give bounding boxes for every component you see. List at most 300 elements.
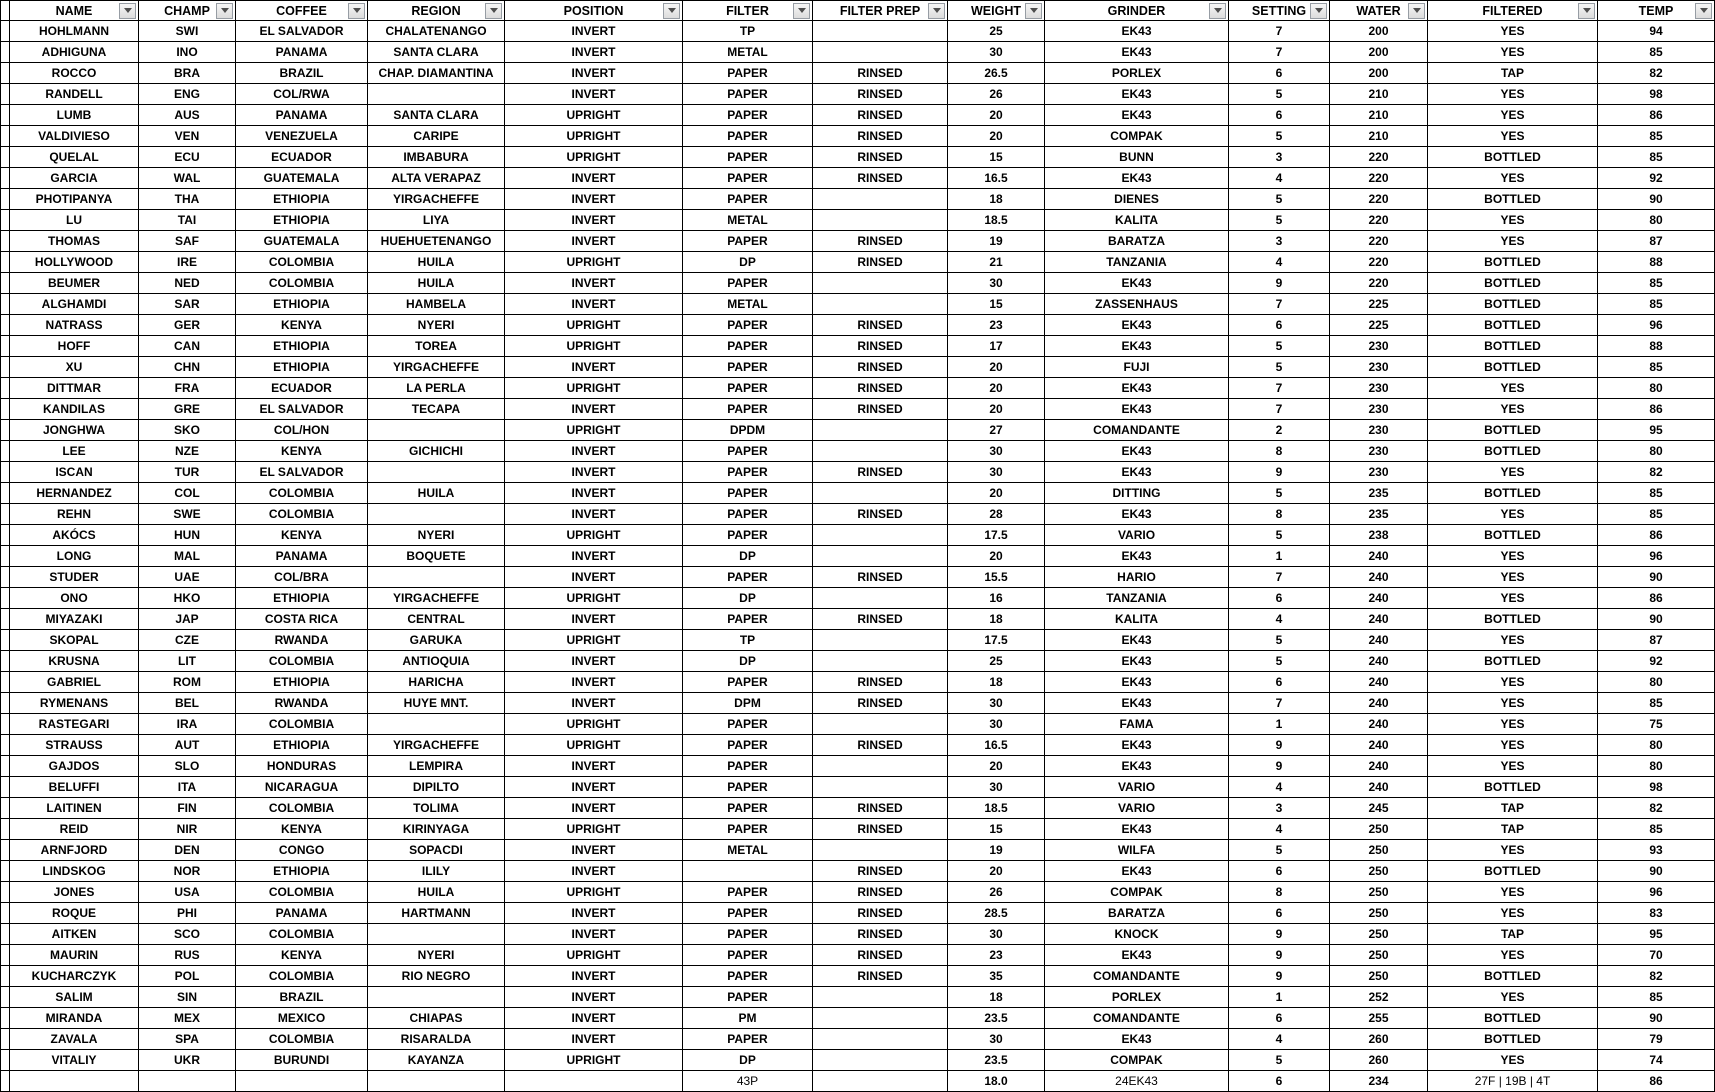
cell-region[interactable]: HUILA bbox=[368, 483, 505, 504]
cell-filter_prep[interactable]: RINSED bbox=[813, 882, 948, 903]
cell-position[interactable]: INVERT bbox=[505, 798, 683, 819]
cell-temp[interactable]: 86 bbox=[1598, 399, 1715, 420]
cell-temp[interactable]: 82 bbox=[1598, 462, 1715, 483]
cell-grinder[interactable]: KALITA bbox=[1045, 609, 1229, 630]
cell-filter[interactable]: PAPER bbox=[683, 945, 813, 966]
cell-weight[interactable]: 20 bbox=[948, 126, 1045, 147]
cell-coffee[interactable]: ETHIOPIA bbox=[236, 357, 368, 378]
filter-button-position[interactable] bbox=[663, 3, 680, 19]
cell-temp[interactable]: 93 bbox=[1598, 840, 1715, 861]
cell-name[interactable]: STUDER bbox=[10, 567, 139, 588]
cell-position[interactable]: INVERT bbox=[505, 399, 683, 420]
cell-champ[interactable]: VEN bbox=[139, 126, 236, 147]
cell-filter_prep[interactable]: RINSED bbox=[813, 861, 948, 882]
cell-champ[interactable]: CZE bbox=[139, 630, 236, 651]
cell-coffee[interactable]: GUATEMALA bbox=[236, 231, 368, 252]
cell-water[interactable]: 210 bbox=[1330, 105, 1428, 126]
cell-name[interactable]: BEUMER bbox=[10, 273, 139, 294]
cell-filter_prep[interactable]: RINSED bbox=[813, 966, 948, 987]
cell-filtered[interactable]: BOTTLED bbox=[1428, 483, 1598, 504]
cell-temp[interactable]: 87 bbox=[1598, 231, 1715, 252]
filter-button-water[interactable] bbox=[1408, 3, 1425, 19]
cell-water[interactable]: 250 bbox=[1330, 924, 1428, 945]
cell-temp[interactable]: 87 bbox=[1598, 630, 1715, 651]
cell-temp[interactable]: 85 bbox=[1598, 294, 1715, 315]
cell-name[interactable]: DITTMAR bbox=[10, 378, 139, 399]
cell-weight[interactable]: 23 bbox=[948, 945, 1045, 966]
cell-filter_prep[interactable] bbox=[813, 483, 948, 504]
cell-setting[interactable]: 8 bbox=[1229, 441, 1330, 462]
cell-filter[interactable]: PAPER bbox=[683, 147, 813, 168]
cell-water[interactable]: 210 bbox=[1330, 84, 1428, 105]
cell-temp[interactable]: 88 bbox=[1598, 252, 1715, 273]
cell-grinder[interactable]: EK43 bbox=[1045, 1029, 1229, 1050]
cell-coffee[interactable]: COL/HON bbox=[236, 420, 368, 441]
cell-name[interactable]: ADHIGUNA bbox=[10, 42, 139, 63]
cell-region[interactable]: DIPILTO bbox=[368, 777, 505, 798]
cell-coffee[interactable]: COLOMBIA bbox=[236, 252, 368, 273]
cell-champ[interactable]: AUT bbox=[139, 735, 236, 756]
cell-coffee[interactable]: COLOMBIA bbox=[236, 798, 368, 819]
cell-region[interactable]: HAMBELA bbox=[368, 294, 505, 315]
cell-temp[interactable]: 90 bbox=[1598, 1008, 1715, 1029]
cell-temp[interactable]: 85 bbox=[1598, 147, 1715, 168]
cell-position[interactable]: UPRIGHT bbox=[505, 378, 683, 399]
cell-setting[interactable]: 3 bbox=[1229, 147, 1330, 168]
cell-name[interactable]: LAITINEN bbox=[10, 798, 139, 819]
cell-weight[interactable]: 30 bbox=[948, 273, 1045, 294]
cell-weight[interactable]: 27 bbox=[948, 420, 1045, 441]
cell-filter[interactable]: PAPER bbox=[683, 105, 813, 126]
cell-temp[interactable]: 96 bbox=[1598, 315, 1715, 336]
cell-setting[interactable]: 1 bbox=[1229, 546, 1330, 567]
cell-weight[interactable]: 17 bbox=[948, 336, 1045, 357]
cell-coffee[interactable]: RWANDA bbox=[236, 630, 368, 651]
cell-region[interactable]: TOLIMA bbox=[368, 798, 505, 819]
cell-region[interactable] bbox=[368, 987, 505, 1008]
cell-coffee[interactable]: ETHIOPIA bbox=[236, 210, 368, 231]
cell-setting[interactable]: 5 bbox=[1229, 357, 1330, 378]
cell-filter_prep[interactable] bbox=[813, 1050, 948, 1071]
cell-champ[interactable]: NOR bbox=[139, 861, 236, 882]
cell-position[interactable]: INVERT bbox=[505, 483, 683, 504]
cell-temp[interactable]: 90 bbox=[1598, 189, 1715, 210]
cell-grinder[interactable]: ZASSENHAUS bbox=[1045, 294, 1229, 315]
cell-coffee[interactable]: COLOMBIA bbox=[236, 483, 368, 504]
cell-temp[interactable]: 85 bbox=[1598, 819, 1715, 840]
cell-filter[interactable]: TP bbox=[683, 630, 813, 651]
cell-setting[interactable]: 5 bbox=[1229, 483, 1330, 504]
cell-weight[interactable]: 25 bbox=[948, 651, 1045, 672]
cell-weight[interactable]: 28.5 bbox=[948, 903, 1045, 924]
cell-filter_prep[interactable] bbox=[813, 777, 948, 798]
cell-filter_prep[interactable] bbox=[813, 714, 948, 735]
cell-filter[interactable]: METAL bbox=[683, 840, 813, 861]
cell-champ[interactable]: FIN bbox=[139, 798, 236, 819]
cell-grinder[interactable]: PORLEX bbox=[1045, 63, 1229, 84]
cell-filter[interactable]: PAPER bbox=[683, 441, 813, 462]
cell-region[interactable]: TOREA bbox=[368, 336, 505, 357]
cell-filtered[interactable]: YES bbox=[1428, 462, 1598, 483]
cell-grinder[interactable]: TANZANIA bbox=[1045, 252, 1229, 273]
cell-water[interactable]: 225 bbox=[1330, 294, 1428, 315]
cell-champ[interactable]: ECU bbox=[139, 147, 236, 168]
cell-position[interactable]: INVERT bbox=[505, 504, 683, 525]
cell-position[interactable]: INVERT bbox=[505, 84, 683, 105]
cell-filter[interactable]: PAPER bbox=[683, 1029, 813, 1050]
cell-champ[interactable]: DEN bbox=[139, 840, 236, 861]
cell-weight[interactable]: 16.5 bbox=[948, 168, 1045, 189]
cell-temp[interactable]: 80 bbox=[1598, 378, 1715, 399]
cell-grinder[interactable]: EK43 bbox=[1045, 945, 1229, 966]
cell-region[interactable]: CHALATENANGO bbox=[368, 21, 505, 42]
cell-temp[interactable]: 92 bbox=[1598, 651, 1715, 672]
cell-grinder[interactable]: COMANDANTE bbox=[1045, 1008, 1229, 1029]
cell-water[interactable]: 240 bbox=[1330, 651, 1428, 672]
cell-water[interactable]: 220 bbox=[1330, 189, 1428, 210]
cell-filter_prep[interactable] bbox=[813, 420, 948, 441]
cell-filter_prep[interactable]: RINSED bbox=[813, 84, 948, 105]
cell-water[interactable]: 240 bbox=[1330, 588, 1428, 609]
cell-name[interactable]: NATRASS bbox=[10, 315, 139, 336]
cell-grinder[interactable]: EK43 bbox=[1045, 462, 1229, 483]
cell-region[interactable]: NYERI bbox=[368, 525, 505, 546]
cell-filtered[interactable]: YES bbox=[1428, 504, 1598, 525]
cell-water[interactable]: 250 bbox=[1330, 945, 1428, 966]
cell-filtered[interactable]: YES bbox=[1428, 231, 1598, 252]
cell-temp[interactable]: 86 bbox=[1598, 588, 1715, 609]
cell-filter[interactable]: PAPER bbox=[683, 924, 813, 945]
cell-position[interactable]: INVERT bbox=[505, 273, 683, 294]
cell-filtered[interactable]: YES bbox=[1428, 399, 1598, 420]
cell-grinder[interactable]: EK43 bbox=[1045, 819, 1229, 840]
cell-position[interactable]: UPRIGHT bbox=[505, 945, 683, 966]
cell-grinder[interactable]: EK43 bbox=[1045, 861, 1229, 882]
cell-filtered[interactable]: BOTTLED bbox=[1428, 966, 1598, 987]
cell-position[interactable]: UPRIGHT bbox=[505, 588, 683, 609]
cell-grinder[interactable]: EK43 bbox=[1045, 735, 1229, 756]
cell-region[interactable]: CHIAPAS bbox=[368, 1008, 505, 1029]
cell-grinder[interactable]: EK43 bbox=[1045, 504, 1229, 525]
cell-region[interactable]: ILILY bbox=[368, 861, 505, 882]
cell-name[interactable]: LONG bbox=[10, 546, 139, 567]
cell-filter[interactable]: DP bbox=[683, 1050, 813, 1071]
cell-water[interactable]: 220 bbox=[1330, 252, 1428, 273]
cell-filter[interactable]: METAL bbox=[683, 294, 813, 315]
cell-champ[interactable]: GRE bbox=[139, 399, 236, 420]
cell-filtered[interactable]: TAP bbox=[1428, 798, 1598, 819]
cell-water[interactable]: 210 bbox=[1330, 126, 1428, 147]
cell-filter[interactable]: PAPER bbox=[683, 777, 813, 798]
cell-coffee[interactable]: KENYA bbox=[236, 441, 368, 462]
cell-water[interactable]: 230 bbox=[1330, 336, 1428, 357]
cell-filter[interactable]: PAPER bbox=[683, 882, 813, 903]
cell-name[interactable]: PHOTIPANYA bbox=[10, 189, 139, 210]
cell-filtered[interactable]: YES bbox=[1428, 546, 1598, 567]
cell-filter_prep[interactable]: RINSED bbox=[813, 336, 948, 357]
cell-weight[interactable]: 18 bbox=[948, 189, 1045, 210]
cell-weight[interactable]: 23.5 bbox=[948, 1050, 1045, 1071]
cell-coffee[interactable]: ETHIOPIA bbox=[236, 672, 368, 693]
cell-name[interactable]: HOFF bbox=[10, 336, 139, 357]
cell-filter_prep[interactable]: RINSED bbox=[813, 672, 948, 693]
cell-setting[interactable]: 8 bbox=[1229, 882, 1330, 903]
cell-filter[interactable]: PAPER bbox=[683, 798, 813, 819]
cell-filter[interactable]: PAPER bbox=[683, 315, 813, 336]
cell-name[interactable]: JONES bbox=[10, 882, 139, 903]
cell-temp[interactable]: 80 bbox=[1598, 735, 1715, 756]
cell-weight[interactable]: 20 bbox=[948, 105, 1045, 126]
cell-filtered[interactable]: YES bbox=[1428, 84, 1598, 105]
cell-setting[interactable]: 1 bbox=[1229, 714, 1330, 735]
cell-temp[interactable]: 90 bbox=[1598, 861, 1715, 882]
cell-water[interactable]: 230 bbox=[1330, 399, 1428, 420]
cell-grinder[interactable]: EK43 bbox=[1045, 378, 1229, 399]
cell-filter[interactable]: DP bbox=[683, 588, 813, 609]
cell-champ[interactable]: GER bbox=[139, 315, 236, 336]
cell-weight[interactable]: 18.5 bbox=[948, 210, 1045, 231]
cell-name[interactable]: ZAVALA bbox=[10, 1029, 139, 1050]
cell-weight[interactable]: 30 bbox=[948, 42, 1045, 63]
cell-temp[interactable]: 94 bbox=[1598, 21, 1715, 42]
cell-water[interactable]: 220 bbox=[1330, 231, 1428, 252]
cell-filtered[interactable]: YES bbox=[1428, 378, 1598, 399]
cell-weight[interactable]: 21 bbox=[948, 252, 1045, 273]
cell-coffee[interactable]: KENYA bbox=[236, 525, 368, 546]
cell-grinder[interactable]: EK43 bbox=[1045, 273, 1229, 294]
cell-filtered[interactable]: YES bbox=[1428, 126, 1598, 147]
cell-champ[interactable]: WAL bbox=[139, 168, 236, 189]
cell-filter_prep[interactable]: RINSED bbox=[813, 231, 948, 252]
cell-setting[interactable]: 9 bbox=[1229, 966, 1330, 987]
cell-position[interactable]: UPRIGHT bbox=[505, 714, 683, 735]
cell-filtered[interactable]: 27F | 19B | 4T bbox=[1428, 1071, 1598, 1092]
cell-position[interactable] bbox=[505, 1071, 683, 1092]
cell-coffee[interactable]: ETHIOPIA bbox=[236, 294, 368, 315]
cell-champ[interactable]: SAR bbox=[139, 294, 236, 315]
cell-name[interactable]: THOMAS bbox=[10, 231, 139, 252]
cell-temp[interactable]: 86 bbox=[1598, 525, 1715, 546]
cell-region[interactable]: RISARALDA bbox=[368, 1029, 505, 1050]
cell-champ[interactable]: SAF bbox=[139, 231, 236, 252]
cell-temp[interactable]: 85 bbox=[1598, 42, 1715, 63]
cell-setting[interactable]: 7 bbox=[1229, 42, 1330, 63]
cell-temp[interactable]: 83 bbox=[1598, 903, 1715, 924]
cell-coffee[interactable]: COLOMBIA bbox=[236, 714, 368, 735]
cell-weight[interactable]: 18.5 bbox=[948, 798, 1045, 819]
cell-grinder[interactable]: EK43 bbox=[1045, 693, 1229, 714]
cell-setting[interactable]: 7 bbox=[1229, 399, 1330, 420]
cell-temp[interactable]: 86 bbox=[1598, 105, 1715, 126]
cell-region[interactable]: CARIPE bbox=[368, 126, 505, 147]
cell-filter[interactable]: DPM bbox=[683, 693, 813, 714]
cell-filter_prep[interactable]: RINSED bbox=[813, 357, 948, 378]
cell-grinder[interactable]: COMANDANTE bbox=[1045, 420, 1229, 441]
cell-position[interactable]: UPRIGHT bbox=[505, 630, 683, 651]
cell-name[interactable]: REHN bbox=[10, 504, 139, 525]
cell-temp[interactable]: 80 bbox=[1598, 672, 1715, 693]
cell-filter_prep[interactable] bbox=[813, 1029, 948, 1050]
cell-filter[interactable]: 43P bbox=[683, 1071, 813, 1092]
cell-setting[interactable]: 5 bbox=[1229, 84, 1330, 105]
cell-name[interactable]: MIRANDA bbox=[10, 1008, 139, 1029]
cell-region[interactable]: NYERI bbox=[368, 945, 505, 966]
cell-name[interactable]: XU bbox=[10, 357, 139, 378]
cell-coffee[interactable]: COSTA RICA bbox=[236, 609, 368, 630]
cell-filtered[interactable]: YES bbox=[1428, 630, 1598, 651]
cell-setting[interactable]: 7 bbox=[1229, 567, 1330, 588]
cell-filtered[interactable]: BOTTLED bbox=[1428, 1029, 1598, 1050]
cell-setting[interactable]: 5 bbox=[1229, 630, 1330, 651]
cell-coffee[interactable]: ETHIOPIA bbox=[236, 189, 368, 210]
cell-grinder[interactable]: EK43 bbox=[1045, 441, 1229, 462]
cell-filter_prep[interactable]: RINSED bbox=[813, 126, 948, 147]
cell-water[interactable]: 230 bbox=[1330, 357, 1428, 378]
cell-setting[interactable]: 6 bbox=[1229, 1008, 1330, 1029]
cell-position[interactable]: INVERT bbox=[505, 777, 683, 798]
cell-filter[interactable]: PAPER bbox=[683, 231, 813, 252]
cell-filtered[interactable]: BOTTLED bbox=[1428, 525, 1598, 546]
cell-position[interactable]: INVERT bbox=[505, 693, 683, 714]
cell-setting[interactable]: 5 bbox=[1229, 210, 1330, 231]
cell-position[interactable]: INVERT bbox=[505, 861, 683, 882]
cell-region[interactable] bbox=[368, 84, 505, 105]
cell-setting[interactable]: 2 bbox=[1229, 420, 1330, 441]
cell-filter[interactable]: PAPER bbox=[683, 462, 813, 483]
cell-filter[interactable]: DPDM bbox=[683, 420, 813, 441]
cell-grinder[interactable]: DIENES bbox=[1045, 189, 1229, 210]
cell-champ[interactable]: CAN bbox=[139, 336, 236, 357]
cell-setting[interactable]: 4 bbox=[1229, 819, 1330, 840]
cell-temp[interactable]: 85 bbox=[1598, 483, 1715, 504]
cell-champ[interactable]: SPA bbox=[139, 1029, 236, 1050]
cell-grinder[interactable]: EK43 bbox=[1045, 84, 1229, 105]
cell-coffee[interactable]: KENYA bbox=[236, 819, 368, 840]
cell-filter[interactable]: DP bbox=[683, 546, 813, 567]
cell-water[interactable]: 230 bbox=[1330, 378, 1428, 399]
cell-setting[interactable]: 7 bbox=[1229, 693, 1330, 714]
cell-temp[interactable]: 82 bbox=[1598, 63, 1715, 84]
cell-filter_prep[interactable] bbox=[813, 1008, 948, 1029]
cell-temp[interactable]: 90 bbox=[1598, 609, 1715, 630]
cell-position[interactable]: UPRIGHT bbox=[505, 1050, 683, 1071]
cell-setting[interactable]: 1 bbox=[1229, 987, 1330, 1008]
cell-coffee[interactable]: PANAMA bbox=[236, 105, 368, 126]
cell-grinder[interactable]: VARIO bbox=[1045, 798, 1229, 819]
cell-temp[interactable]: 70 bbox=[1598, 945, 1715, 966]
cell-filter_prep[interactable]: RINSED bbox=[813, 693, 948, 714]
cell-setting[interactable]: 6 bbox=[1229, 315, 1330, 336]
cell-filter[interactable]: PAPER bbox=[683, 168, 813, 189]
cell-weight[interactable]: 26.5 bbox=[948, 63, 1045, 84]
cell-region[interactable]: HARTMANN bbox=[368, 903, 505, 924]
cell-setting[interactable]: 5 bbox=[1229, 525, 1330, 546]
cell-water[interactable]: 240 bbox=[1330, 714, 1428, 735]
cell-champ[interactable]: TAI bbox=[139, 210, 236, 231]
cell-filter[interactable]: PAPER bbox=[683, 714, 813, 735]
cell-filter_prep[interactable] bbox=[813, 588, 948, 609]
cell-coffee[interactable]: COLOMBIA bbox=[236, 1029, 368, 1050]
cell-champ[interactable]: NZE bbox=[139, 441, 236, 462]
cell-weight[interactable]: 30 bbox=[948, 441, 1045, 462]
cell-weight[interactable]: 30 bbox=[948, 462, 1045, 483]
cell-filter[interactable]: PAPER bbox=[683, 567, 813, 588]
cell-weight[interactable]: 18.0 bbox=[948, 1071, 1045, 1092]
cell-setting[interactable]: 9 bbox=[1229, 924, 1330, 945]
cell-filter_prep[interactable] bbox=[813, 840, 948, 861]
cell-temp[interactable]: 74 bbox=[1598, 1050, 1715, 1071]
cell-region[interactable]: YIRGACHEFFE bbox=[368, 588, 505, 609]
cell-weight[interactable]: 30 bbox=[948, 693, 1045, 714]
cell-water[interactable]: 220 bbox=[1330, 168, 1428, 189]
cell-position[interactable]: INVERT bbox=[505, 651, 683, 672]
cell-temp[interactable]: 90 bbox=[1598, 567, 1715, 588]
cell-position[interactable]: INVERT bbox=[505, 609, 683, 630]
cell-setting[interactable]: 6 bbox=[1229, 672, 1330, 693]
cell-grinder[interactable]: DITTING bbox=[1045, 483, 1229, 504]
cell-filtered[interactable]: YES bbox=[1428, 840, 1598, 861]
cell-filtered[interactable]: BOTTLED bbox=[1428, 420, 1598, 441]
cell-temp[interactable]: 85 bbox=[1598, 987, 1715, 1008]
cell-coffee[interactable] bbox=[236, 1071, 368, 1092]
cell-champ[interactable]: SIN bbox=[139, 987, 236, 1008]
cell-region[interactable]: LEMPIRA bbox=[368, 756, 505, 777]
cell-water[interactable]: 240 bbox=[1330, 756, 1428, 777]
cell-coffee[interactable]: CONGO bbox=[236, 840, 368, 861]
cell-filtered[interactable]: YES bbox=[1428, 987, 1598, 1008]
cell-water[interactable]: 240 bbox=[1330, 609, 1428, 630]
cell-temp[interactable]: 96 bbox=[1598, 546, 1715, 567]
cell-setting[interactable]: 5 bbox=[1229, 651, 1330, 672]
cell-filter[interactable]: TP bbox=[683, 21, 813, 42]
cell-grinder[interactable]: BUNN bbox=[1045, 147, 1229, 168]
cell-filtered[interactable]: YES bbox=[1428, 903, 1598, 924]
cell-grinder[interactable]: PORLEX bbox=[1045, 987, 1229, 1008]
cell-grinder[interactable]: VARIO bbox=[1045, 525, 1229, 546]
cell-name[interactable]: JONGHWA bbox=[10, 420, 139, 441]
cell-region[interactable]: HUILA bbox=[368, 273, 505, 294]
cell-weight[interactable]: 19 bbox=[948, 840, 1045, 861]
cell-filter_prep[interactable] bbox=[813, 630, 948, 651]
cell-name[interactable]: GARCIA bbox=[10, 168, 139, 189]
cell-name[interactable]: KANDILAS bbox=[10, 399, 139, 420]
cell-champ[interactable]: CHN bbox=[139, 357, 236, 378]
cell-water[interactable]: 220 bbox=[1330, 273, 1428, 294]
cell-water[interactable]: 230 bbox=[1330, 462, 1428, 483]
cell-setting[interactable]: 9 bbox=[1229, 273, 1330, 294]
cell-name[interactable]: AITKEN bbox=[10, 924, 139, 945]
cell-coffee[interactable]: COLOMBIA bbox=[236, 504, 368, 525]
cell-region[interactable]: LA PERLA bbox=[368, 378, 505, 399]
cell-position[interactable]: UPRIGHT bbox=[505, 252, 683, 273]
cell-filter[interactable]: METAL bbox=[683, 42, 813, 63]
cell-champ[interactable]: LIT bbox=[139, 651, 236, 672]
cell-region[interactable]: LIYA bbox=[368, 210, 505, 231]
cell-champ[interactable]: BEL bbox=[139, 693, 236, 714]
cell-region[interactable]: GARUKA bbox=[368, 630, 505, 651]
cell-filter_prep[interactable]: RINSED bbox=[813, 945, 948, 966]
cell-name[interactable]: STRAUSS bbox=[10, 735, 139, 756]
cell-filter_prep[interactable] bbox=[813, 441, 948, 462]
cell-weight[interactable]: 20 bbox=[948, 483, 1045, 504]
cell-name[interactable]: ROCCO bbox=[10, 63, 139, 84]
cell-filtered[interactable]: YES bbox=[1428, 735, 1598, 756]
cell-coffee[interactable]: COLOMBIA bbox=[236, 966, 368, 987]
cell-region[interactable]: HUILA bbox=[368, 882, 505, 903]
cell-setting[interactable]: 7 bbox=[1229, 378, 1330, 399]
cell-coffee[interactable]: ETHIOPIA bbox=[236, 588, 368, 609]
filter-button-champ[interactable] bbox=[216, 3, 233, 19]
